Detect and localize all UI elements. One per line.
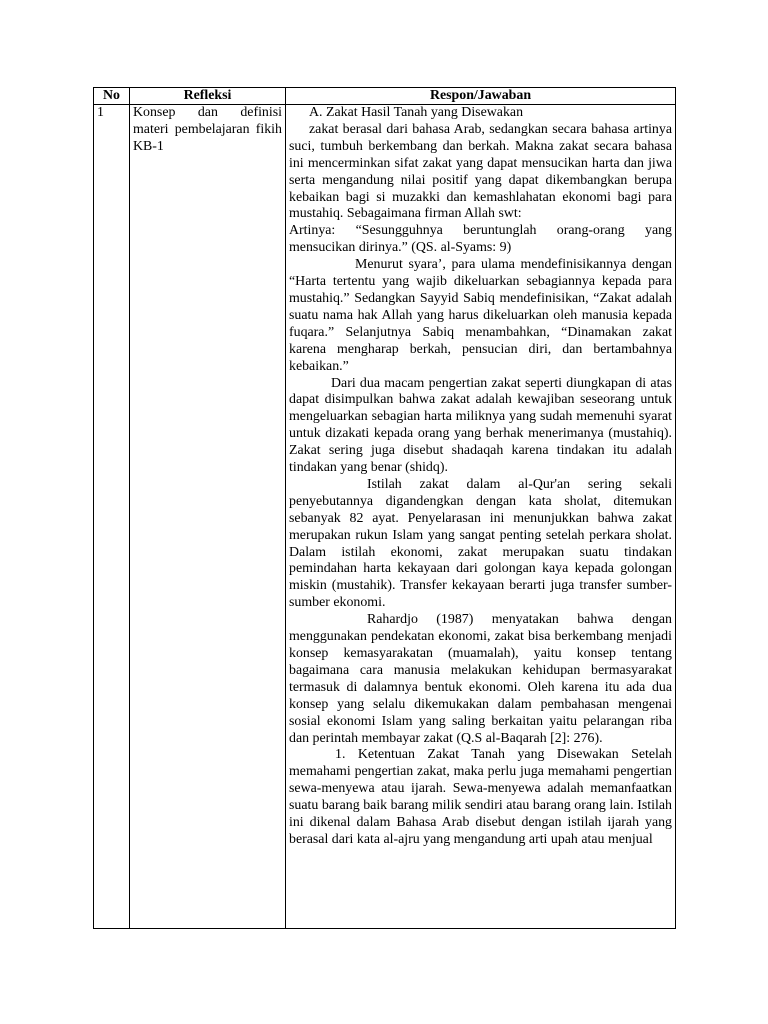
paragraph-conclusion: Dari dua macam pengertian zakat seperti diungkapan di atas dapat disimpulkan bahwa zakat adalah kewajiban seseorang untuk mengeluarkan sebagian harta miliknya yang sudah memenuhi syarat untuk dizakati kepada orang yang berhak menerimanya (mustahiq). Zakat sering juga disebut shadaqah karena tindakan itu adalah tindakan yang benar (shidq). (289, 375, 672, 476)
cell-respon (286, 105, 676, 929)
paragraph-quran: Istilah zakat dalam al-Qur'an sering sekali penyebutannya digandengkan dengan kata sholat, ditemukan sebanyak 82 ayat. Penyelarasan ini menunjukkan bahwa zakat merupakan rukun Islam yang sangat penting setelah perkara sholat. Dalam istilah ekonomi, zakat merupakan suatu tindakan pemindahan harta kekayaan dari golongan kaya kepada golongan miskin (mustahik). Transfer kekayaan berarti juga transfer sumber-sumber ekonomi. (289, 476, 672, 611)
header-no: No (94, 88, 130, 105)
cell-no: 1 (94, 105, 130, 929)
header-respon-jawaban: Respon/Jawaban (286, 88, 676, 105)
paragraph-ketentuan: 1. Ketentuan Zakat Tanah yang Disewakan Setelah memahami pengertian zakat, maka perlu juga memahami pengertian sewa-menyewa atau ijarah. Sewa-menyewa adalah memanfaatkan suatu barang baik barang milik sendiri atau barang orang lain. Istilah ini dikenal dalam Bahasa Arab disebut dengan istilah ijarah yang berasal dari kata al-ajru yang mengandung arti upah atau menjual (289, 747, 672, 847)
paragraph-definition: zakat berasal dari bahasa Arab, sedangkan secara bahasa artinya suci, tumbuh berkembang dan berkah. Makna zakat secara bahasa ini mencerminkan sifat zakat yang dapat mensucikan harta dan jiwa serta mengandung nilai positif yang dapat dikembangkan berupa kebaikan bagi si muzakki dan kemashlahatan ekonomi bagi para mustahiq. Sebagaimana firman Allah swt: (289, 121, 672, 222)
header-refleksi: Refleksi (130, 88, 286, 105)
table-header-row (94, 88, 676, 105)
cell-refleksi: Konsep dan definisi materi pembelajaran fikih KB-1 (130, 105, 286, 929)
section-heading-a: A. Zakat Hasil Tanah yang Disewakan (309, 105, 524, 120)
paragraph-syara: Menurut syara’, para ulama mendefinisikannya dengan “Harta tertentu yang wajib dikeluarkan sebagiannya kepada para mustahiq.” Sedangkan Sayyid Sabiq mendefinisikan, “Zakat adalah suatu nama hak Allah yang harus dikeluarkan oleh manusia kepada fuqara.” Selanjutnya Sabiq menambahkan, “Dinamakan zakat karena mengharap berkah, pensucian diri, dan bertambahnya kebaikan.” (289, 257, 672, 374)
reflection-table (93, 87, 676, 929)
paragraph-verse: Artinya: “Sesungguhnya beruntunglah orang-orang yang mensucikan dirinya.” (QS. al-Syams: 9) (289, 223, 672, 256)
table-row (94, 105, 676, 929)
paragraph-rahardjo: Rahardjo (1987) menyatakan bahwa dengan menggunakan pendekatan ekonomi, zakat bisa berkembang menjadi konsep kemasyarakatan (muamalah), yaitu konsep tentang bagaimana cara manusia melakukan kehidupan bermasyarakat termasuk di dalamnya bentuk ekonomi. Oleh karena itu ada dua konsep yang selalu dikemukakan dalam pembahasan mengenai sosial ekonomi Islam yang saling berkaitan yaitu pelarangan riba dan perintah membayar zakat (Q.S al-Baqarah [2]: 276). (289, 612, 672, 746)
